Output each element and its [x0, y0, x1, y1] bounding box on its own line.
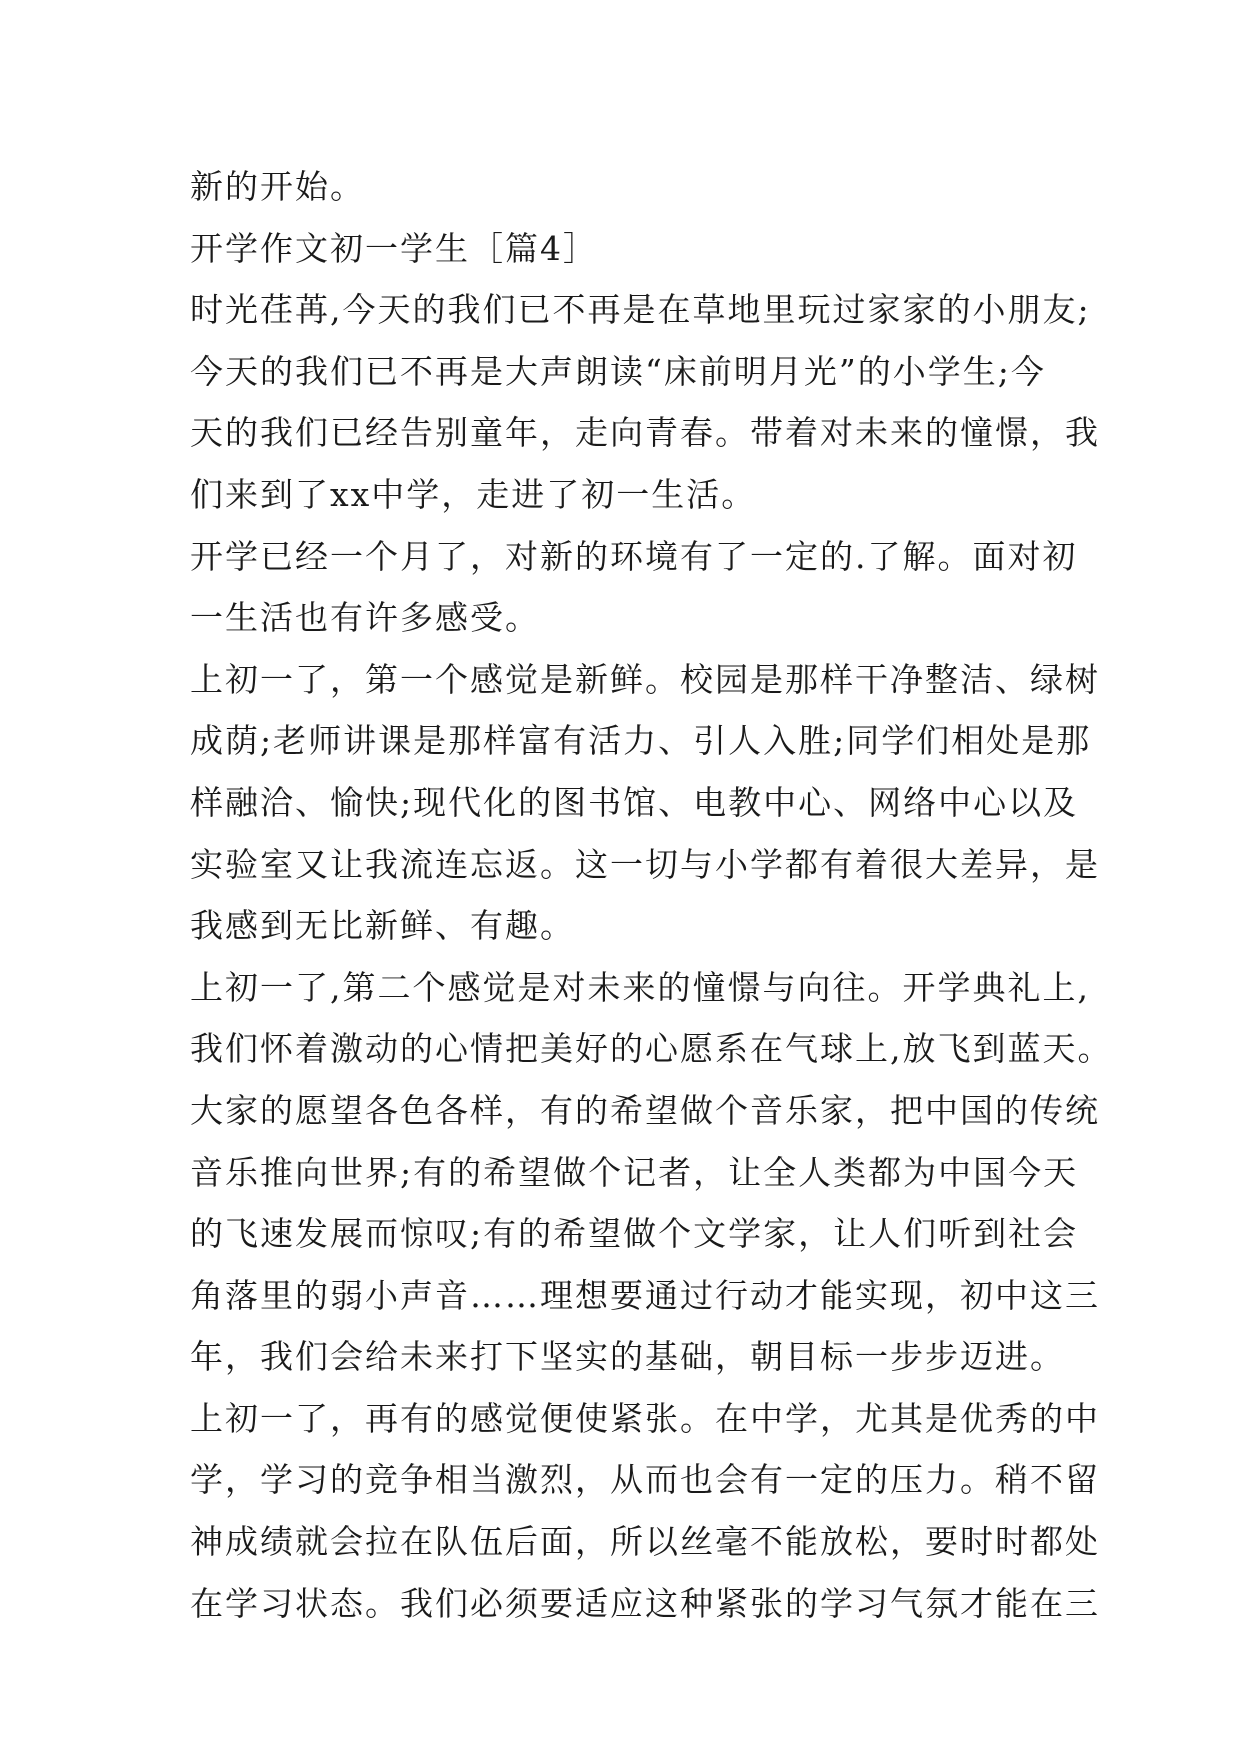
text-line: 上初一了，第一个感觉是新鲜。校园是那样干净整洁、绿树 — [190, 659, 1100, 699]
text-line: 样融洽、愉快;现代化的图书馆、电教中心、网络中心以及 — [190, 782, 1079, 822]
section-heading: 开学作文初一学生［篇4］ — [190, 228, 598, 268]
text-line: 音乐推向世界;有的希望做个记者，让全人类都为中国今天 — [190, 1152, 1079, 1192]
text-line: 学，学习的竞争相当激烈，从而也会有一定的压力。稍不留 — [190, 1460, 1100, 1500]
text-line: 我感到无比新鲜、有趣。 — [190, 906, 575, 946]
text-line: 新的开始。 — [190, 167, 365, 206]
text-line: 的飞速发展而惊叹;有的希望做个文学家，让人们听到社会 — [190, 1214, 1079, 1254]
text-line: 成荫;老师讲课是那样富有活力、引人入胜;同学们相处是那 — [190, 721, 1092, 761]
text-line: 我们怀着激动的心情把美好的心愿系在气球上,放飞到蓝天。 — [190, 1029, 1113, 1069]
document-body — [190, 156, 1113, 1634]
text-line: 一生活也有许多感受。 — [190, 598, 540, 638]
text-line: 上初一了，再有的感觉便使紧张。在中学，尤其是优秀的中 — [190, 1398, 1100, 1438]
text-line: 神成绩就会拉在队伍后面，所以丝毫不能放松，要时时都处 — [190, 1522, 1100, 1562]
text-line: 天的我们已经告别童年，走向青春。带着对未来的憧憬，我 — [190, 413, 1100, 453]
text-line: 大家的愿望各色各样，有的希望做个音乐家，把中国的传统 — [190, 1090, 1100, 1130]
text-line: 开学已经一个月了，对新的环境有了一定的.了解。面对初 — [190, 536, 1078, 576]
text-line: 今天的我们已不再是大声朗读“床前明月光”的小学生;今 — [190, 351, 1046, 391]
text-line: 实验室又让我流连忘返。这一切与小学都有着很大差异，是 — [190, 844, 1100, 884]
text-line: 年，我们会给未来打下坚实的基础，朝目标一步步迈进。 — [190, 1337, 1065, 1377]
text-line: 时光荏苒,今天的我们已不再是在草地里玩过家家的小朋友; — [190, 290, 1091, 330]
text-line: 上初一了,第二个感觉是对未来的憧憬与向往。开学典礼上, — [190, 967, 1090, 1007]
text-line: 们来到了xx中学，走进了初一生活。 — [190, 474, 757, 514]
text-line: 角落里的弱小声音……理想要通过行动才能实现，初中这三 — [190, 1275, 1100, 1315]
text-line: 在学习状态。我们必须要适应这种紧张的学习气氛才能在三 — [190, 1583, 1100, 1623]
